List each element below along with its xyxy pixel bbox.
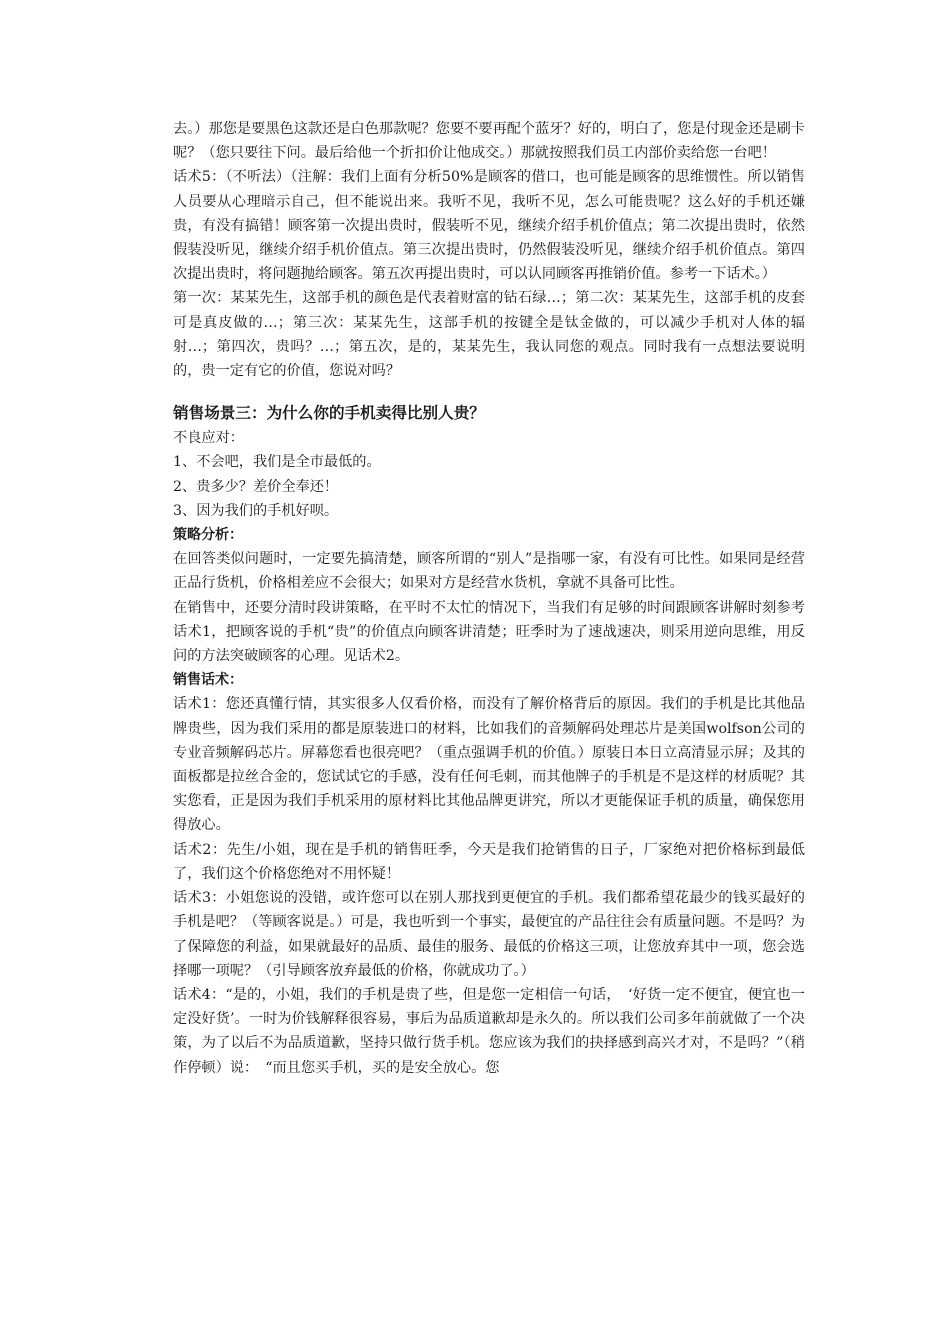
scene-3-heading: 销售场景三：为什么你的手机卖得比别人贵？ bbox=[173, 404, 485, 423]
strategy-paragraph-2: 在销售中，还要分清时段讲策略，在平时不太忙的情况下，当我们有足够的时间跟顾客讲解时刻参考话术1，把顾客说的手机“贵”的价值点向顾客讲清楚；旺季时为了速战速决，则采用逆向思维，用反问的方法突破顾客的心理。见话术2。 bbox=[173, 599, 805, 665]
sales-script-1: 话术1：您还真懂行情，其实很多人仅看价格，而没有了解价格背后的原因。我们的手机是比其他品牌贵些，因为我们采用的都是原装进口的材料，比如我们的音频解码处理芯片是美国wolfson公司的专业音频解码芯片。屏幕您看也很亮吧？（重点强调手机的价值。）原装日本日立高清显示屏；及其的面板都是拉丝合金的，您试试它的手感，没有任何毛刺，而其他牌子的手机是不是这样的材质呢？其实您看，正是因为我们手机采用的原材料比其他品牌更讲究，所以才更能保证手机的质量，确保您用得放心。 bbox=[173, 696, 805, 834]
section-spacer bbox=[173, 383, 805, 400]
bad-response-item-3: 3、因为我们的手机好呗。 bbox=[173, 502, 339, 519]
sales-script-label: 销售话术： bbox=[173, 672, 243, 689]
strategy-paragraph-1: 在回答类似问题时，一定要先搞清楚，顾客所谓的“别人”是指哪一家，有没有可比性。如果同是经营正品行货机，价格相差应不会很大；如果对方是经营水货机，拿就不具备可比性。 bbox=[173, 551, 805, 592]
paragraph-intro-1: 去。）那您是要黑色这款还是白色那款呢？您要不要再配个蓝牙？好的，明白了，您是付现金还是刷卡呢？（您只要往下问。最后给他一个折扣价让他成交。）那就按照我们员工内部价卖给您一台吧！ bbox=[173, 121, 805, 162]
sales-script-3: 话术3：小姐您说的没错，或许您可以在别人那找到更便宜的手机。我们都希望花最少的钱买最好的手机是吧？（等顾客说是。）可是，我也听到一个事实，最便宜的产品往往会有质量问题。不是吗？为了保障您的利益，如果就最好的品质、最佳的服务、最低的价格这三项，让您放弃其中一项，您会选择哪一项呢？（引导顾客放弃最低的价格，你就成功了。） bbox=[173, 890, 805, 979]
document-page bbox=[173, 117, 805, 1080]
bad-response-item-1: 1、不会吧，我们是全市最低的。 bbox=[173, 454, 381, 471]
sales-script-2: 话术2：先生/小姐，现在是手机的销售旺季，今天是我们抢销售的日子，厂家绝对把价格标到最低了，我们这个价格您绝对不用怀疑！ bbox=[173, 841, 805, 882]
paragraph-script-5-example: 第一次：某某先生，这部手机的颜色是代表着财富的钻石绿…；第二次：某某先生，这部手机的皮套可是真皮做的…；第三次：某某先生，这部手机的按键全是钛金做的，可以减少手机对人体的辐射…；第四次，贵吗？…；第五次，是的，某某先生，我认同您的观点。同时我有一点想法要说明的，贵一定有它的价值，您说对吗？ bbox=[173, 290, 805, 380]
paragraph-script-5: 话术5：（不听法）（注解：我们上面有分析50%是顾客的借口，也可能是顾客的思维惯性。所以销售人员要从心理暗示自己，但不能说出来。我听不见，我听不见，怎么可能贵呢？这么好的手机还嫌贵，有没有搞错！顾客第一次提出贵时，假装听不见，继续介绍手机价值点；第二次提出贵时，依然假装没听见，继续介绍手机价值点。第三次提出贵时，仍然假装没听见，继续介绍手机价值点。第四次提出贵时，将问题抛给顾客。第五次再提出贵时，可以认同顾客再推销价值。参考一下话术。） bbox=[173, 169, 805, 283]
sales-script-4: 话术4：“是的，小姐，我们的手机是贵了些，但是您一定相信一句话， ‘好货一定不便宜，便宜也一定没好货’。一时为价钱解释很容易，事后为品质道歉却是永久的。所以我们公司多年前就做了一个决策，为了以后不为品质道歉，坚持只做行货手机。您应该为我们的抉择感到高兴才对，不是吗？”（稍作停顿）说： “而且您买手机，买的是安全放心。您 bbox=[173, 986, 805, 1076]
strategy-label: 策略分析： bbox=[173, 527, 243, 544]
bad-response-label: 不良应对： bbox=[173, 430, 244, 447]
bad-response-item-2: 2、贵多少？差价全奉还！ bbox=[173, 478, 339, 495]
